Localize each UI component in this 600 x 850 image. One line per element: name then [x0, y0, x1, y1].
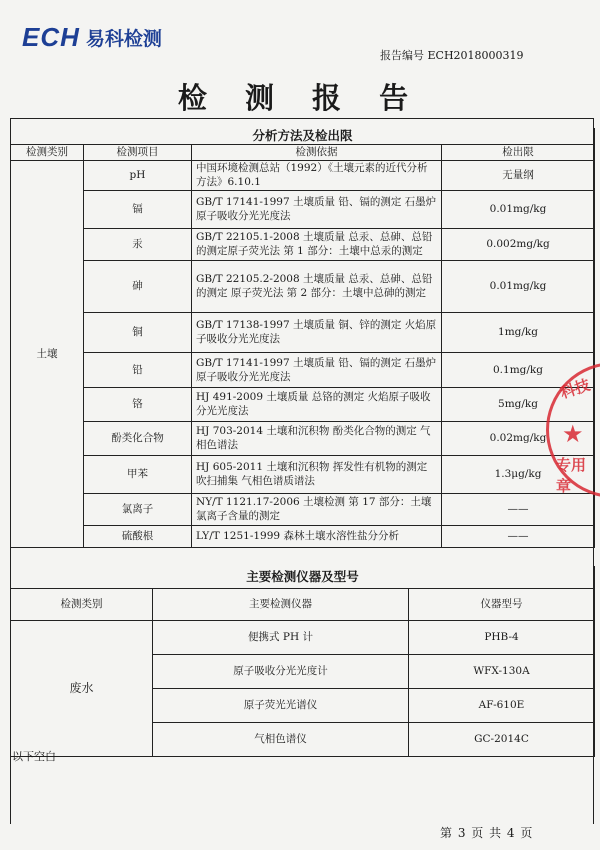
limit-cell: —— — [442, 493, 595, 525]
logo-text: 易科检测 — [85, 28, 162, 50]
limit-cell: 无量纲 — [442, 160, 595, 190]
col-header-model: 仪器型号 — [409, 588, 595, 620]
blank-note: 以下空白 — [12, 750, 56, 763]
basis-cell: NY/T 1121.17-2006 土壤检测 第 17 部分：土壤氯离子含量的测定 — [192, 493, 442, 525]
col-header-item: 检测项目 — [84, 144, 192, 160]
limit-cell: 0.02mg/kg — [442, 421, 595, 455]
basis-cell: 中国环境检测总站（1992）《土壤元素的近代分析方法》6.10.1 — [192, 160, 442, 190]
limit-cell: 5mg/kg — [442, 387, 595, 421]
item-cell: 硫酸根 — [84, 525, 192, 547]
basis-cell: HJ 605-2011 土壤和沉积物 挥发性有机物的测定 吹扫捕集 气相色谱质谱法 — [192, 455, 442, 493]
logo-mark: ECH — [22, 22, 80, 52]
item-cell: pH — [84, 160, 192, 190]
col-header-category: 检测类别 — [11, 588, 153, 620]
item-cell: 砷 — [84, 260, 192, 312]
col-header-category: 检测类别 — [11, 144, 84, 160]
instruments-section-title: 主要检测仪器及型号 — [11, 566, 595, 588]
item-cell: 铜 — [84, 312, 192, 352]
page-footer: 第 3 页 共 4 页 — [440, 826, 534, 840]
model-cell: AF-610E — [409, 688, 595, 722]
seal-text-top: 科技 — [558, 375, 593, 403]
report-number: 报告编号 ECH2018000319 — [380, 49, 524, 62]
col-header-basis: 检测依据 — [192, 144, 442, 160]
methods-table — [10, 128, 595, 548]
limit-cell: 1.3μg/kg — [442, 455, 595, 493]
seal-text-bottom: 专用章 — [556, 456, 587, 495]
category-cell: 废水 — [11, 620, 153, 756]
basis-cell: GB/T 17141-1997 土壤质量 铅、镉的测定 石墨炉原子吸收分光光度法 — [192, 352, 442, 387]
basis-cell: HJ 703-2014 土壤和沉积物 酚类化合物的测定 气相色谱法 — [192, 421, 442, 455]
limit-cell: —— — [442, 525, 595, 547]
item-cell: 铅 — [84, 352, 192, 387]
basis-cell: GB/T 22105.2-2008 土壤质量 总汞、总砷、总铅的测定 原子荧光法 第 2 部分：土壤中总砷的测定 — [192, 260, 442, 312]
methods-section-title: 分析方法及检出限 — [11, 128, 595, 144]
instruments-table — [10, 566, 595, 757]
basis-cell: HJ 491-2009 土壤质量 总铬的测定 火焰原子吸收分光光度法 — [192, 387, 442, 421]
company-logo — [22, 22, 162, 53]
instrument-cell: 原子吸收分光光度计 — [153, 654, 409, 688]
col-header-instrument: 主要检测仪器 — [153, 588, 409, 620]
item-cell: 氯离子 — [84, 493, 192, 525]
item-cell: 甲苯 — [84, 455, 192, 493]
limit-cell: 0.1mg/kg — [442, 352, 595, 387]
limit-cell: 1mg/kg — [442, 312, 595, 352]
seal-star-icon: ★ — [562, 420, 584, 448]
page-title: 检 测 报 告 — [177, 81, 423, 115]
instrument-cell: 气相色谱仪 — [153, 722, 409, 756]
model-cell: PHB-4 — [409, 620, 595, 654]
model-cell: GC-2014C — [409, 722, 595, 756]
instrument-cell: 便携式 PH 计 — [153, 620, 409, 654]
limit-cell: 0.01mg/kg — [442, 190, 595, 228]
item-cell: 汞 — [84, 228, 192, 260]
basis-cell: GB/T 22105.1-2008 土壤质量 总汞、总砷、总铅的测定原子荧光法 第 1 部分：土壤中总汞的测定 — [192, 228, 442, 260]
limit-cell: 0.01mg/kg — [442, 260, 595, 312]
basis-cell: LY/T 1251-1999 森林土壤水溶性盐分分析 — [192, 525, 442, 547]
instrument-cell: 原子荧光光谱仪 — [153, 688, 409, 722]
model-cell: WFX-130A — [409, 654, 595, 688]
item-cell: 酚类化合物 — [84, 421, 192, 455]
category-cell: 土壤 — [11, 160, 84, 547]
item-cell: 铬 — [84, 387, 192, 421]
limit-cell: 0.002mg/kg — [442, 228, 595, 260]
basis-cell: GB/T 17141-1997 土壤质量 铅、镉的测定 石墨炉原子吸收分光光度法 — [192, 190, 442, 228]
col-header-limit: 检出限 — [442, 144, 595, 160]
item-cell: 镉 — [84, 190, 192, 228]
basis-cell: GB/T 17138-1997 土壤质量 铜、锌的测定 火焰原子吸收分光光度法 — [192, 312, 442, 352]
